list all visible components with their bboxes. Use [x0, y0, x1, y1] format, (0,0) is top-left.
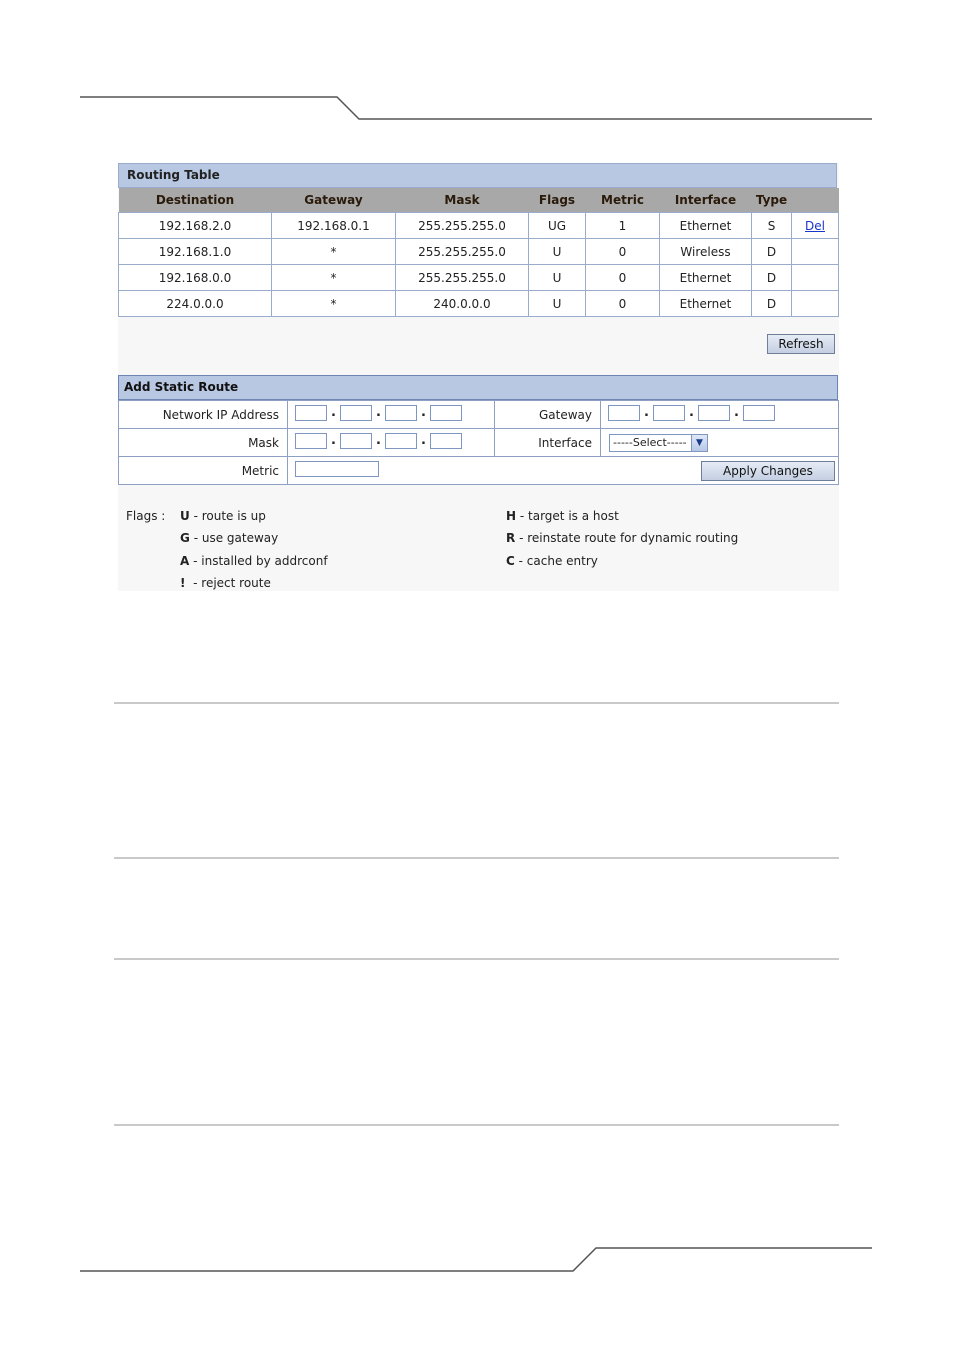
chevron-down-icon[interactable]: ▼ — [691, 435, 707, 451]
form-row-metric — [119, 457, 839, 485]
cell-destination: 192.168.2.0 — [119, 213, 272, 239]
cell-mask: 255.255.255.0 — [396, 213, 529, 239]
flag-key: ! — [180, 576, 186, 590]
flag-desc: - target is a host — [519, 509, 619, 523]
flag-desc: - use gateway — [193, 531, 279, 545]
cell-flags: U — [529, 239, 586, 265]
routing-table-header-row — [119, 188, 839, 213]
cell-interface: Ethernet — [660, 265, 752, 291]
dot-separator: . — [421, 405, 426, 420]
flag-key: A — [180, 554, 190, 568]
cell-mask: 255.255.255.0 — [396, 265, 529, 291]
col-mask: Mask — [396, 188, 529, 213]
flag-desc: - installed by addrconf — [193, 554, 328, 568]
mask-ip-field — [295, 433, 462, 449]
divider — [114, 958, 839, 960]
cell-mask: 255.255.255.0 — [396, 239, 529, 265]
cell-type: D — [752, 239, 792, 265]
dot-separator: . — [689, 405, 694, 420]
cell-metric: 0 — [586, 239, 660, 265]
flag-key: C — [506, 554, 515, 568]
flag-item-r — [506, 531, 738, 545]
dot-separator: . — [644, 405, 649, 420]
col-flags: Flags — [529, 188, 586, 213]
divider — [114, 702, 839, 704]
cell-gateway: * — [272, 265, 396, 291]
cell-gateway: * — [272, 239, 396, 265]
col-gateway: Gateway — [272, 188, 396, 213]
flag-item-u — [180, 509, 266, 523]
gateway-octet-4[interactable] — [743, 405, 775, 421]
apply-changes-button[interactable]: Apply Changes — [701, 461, 835, 481]
metric-label: Metric — [119, 457, 288, 485]
table-row — [119, 291, 839, 317]
metric-input[interactable] — [295, 461, 379, 477]
mask-cell — [288, 429, 495, 457]
dot-separator: . — [421, 433, 426, 448]
flag-key: U — [180, 509, 190, 523]
cell-action — [792, 265, 839, 291]
cell-interface: Wireless — [660, 239, 752, 265]
col-type: Type — [752, 188, 792, 213]
cell-type: S — [752, 213, 792, 239]
divider — [114, 857, 839, 859]
mask-octet-4[interactable] — [430, 433, 462, 449]
table-row — [119, 213, 839, 239]
cell-destination: 224.0.0.0 — [119, 291, 272, 317]
routing-table — [118, 188, 839, 317]
cell-action — [792, 213, 839, 239]
cell-mask: 240.0.0.0 — [396, 291, 529, 317]
divider — [114, 1124, 839, 1126]
flag-item-a — [180, 554, 328, 568]
table-row — [119, 239, 839, 265]
metric-cell — [288, 457, 839, 485]
flag-desc: - route is up — [193, 509, 266, 523]
interface-select-value: -----Select----- — [613, 436, 687, 449]
form-row-mask — [119, 429, 839, 457]
flag-item-h — [506, 509, 619, 523]
flag-item-c — [506, 554, 598, 568]
dot-separator: . — [376, 405, 381, 420]
add-static-route-title: Add Static Route — [118, 375, 838, 400]
mask-octet-3[interactable] — [385, 433, 417, 449]
gateway-cell — [601, 401, 839, 429]
interface-cell — [601, 429, 839, 457]
flag-item-reject — [180, 576, 271, 590]
cell-destination: 192.168.0.0 — [119, 265, 272, 291]
cell-flags: U — [529, 291, 586, 317]
gateway-octet-2[interactable] — [653, 405, 685, 421]
cell-interface: Ethernet — [660, 213, 752, 239]
interface-select[interactable] — [609, 434, 708, 452]
routing-table-title: Routing Table — [118, 163, 837, 188]
network-ip-label: Network IP Address — [119, 401, 288, 429]
flag-desc: - reject route — [193, 576, 271, 590]
network-ip-octet-1[interactable] — [295, 405, 327, 421]
gateway-label: Gateway — [495, 401, 601, 429]
interface-label: Interface — [495, 429, 601, 457]
col-metric: Metric — [586, 188, 660, 213]
network-ip-octet-4[interactable] — [430, 405, 462, 421]
col-interface: Interface — [660, 188, 752, 213]
form-row-network — [119, 401, 839, 429]
flag-key: H — [506, 509, 517, 523]
refresh-button[interactable]: Refresh — [767, 334, 835, 354]
gateway-octet-1[interactable] — [608, 405, 640, 421]
dot-separator: . — [376, 433, 381, 448]
cell-flags: UG — [529, 213, 586, 239]
cell-flags: U — [529, 265, 586, 291]
network-ip-octet-3[interactable] — [385, 405, 417, 421]
flag-desc: - reinstate route for dynamic routing — [519, 531, 739, 545]
flag-key: R — [506, 531, 516, 545]
dot-separator: . — [331, 433, 336, 448]
mask-label: Mask — [119, 429, 288, 457]
add-static-route-form — [118, 400, 839, 485]
cell-destination: 192.168.1.0 — [119, 239, 272, 265]
cell-metric: 0 — [586, 265, 660, 291]
cell-type: D — [752, 291, 792, 317]
mask-octet-1[interactable] — [295, 433, 327, 449]
delete-route-link[interactable]: Del — [805, 218, 825, 233]
network-ip-octet-2[interactable] — [340, 405, 372, 421]
network-ip-cell — [288, 401, 495, 429]
flag-key: G — [180, 531, 190, 545]
cell-action — [792, 239, 839, 265]
dot-separator: . — [734, 405, 739, 420]
table-row — [119, 265, 839, 291]
gateway-ip-field — [608, 405, 775, 421]
cell-interface: Ethernet — [660, 291, 752, 317]
cell-gateway: 192.168.0.1 — [272, 213, 396, 239]
cell-type: D — [752, 265, 792, 291]
col-action — [792, 188, 839, 213]
cell-metric: 0 — [586, 291, 660, 317]
gateway-octet-3[interactable] — [698, 405, 730, 421]
dot-separator: . — [331, 405, 336, 420]
flags-legend-heading: Flags : — [126, 509, 166, 523]
cell-gateway: * — [272, 291, 396, 317]
cell-action — [792, 291, 839, 317]
col-destination: Destination — [119, 188, 272, 213]
cell-metric: 1 — [586, 213, 660, 239]
flag-item-g — [180, 531, 278, 545]
flag-desc: - cache entry — [518, 554, 598, 568]
network-ip-field — [295, 405, 462, 421]
mask-octet-2[interactable] — [340, 433, 372, 449]
